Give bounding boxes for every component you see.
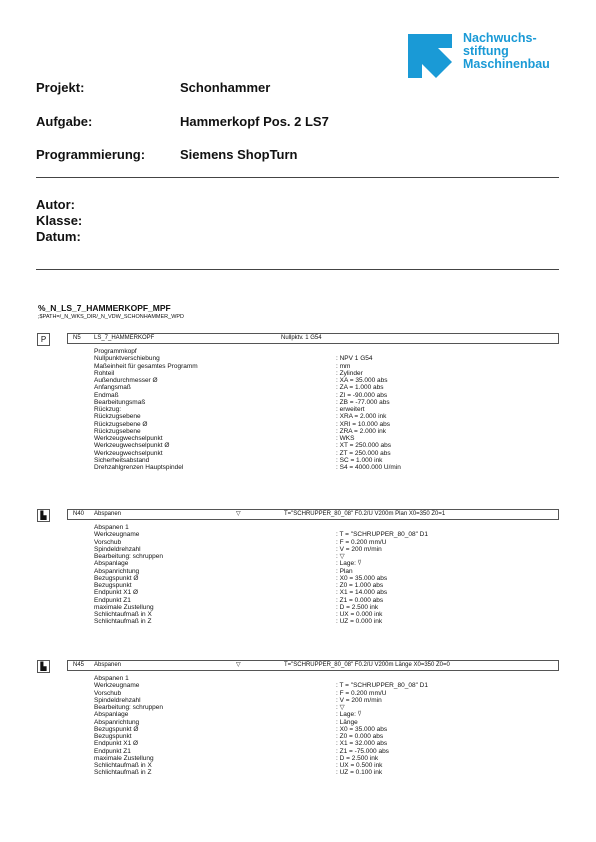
nachwuchsstiftung-logo bbox=[408, 32, 568, 78]
parameter-label: Rückzugsebene Ø bbox=[94, 420, 148, 428]
parameter-value: : Zylinder bbox=[336, 369, 363, 377]
parameter-label: Abspanrichtung bbox=[94, 567, 140, 575]
parameter-label: Schlichtaufmaß in Z bbox=[94, 618, 152, 626]
divider-bottom bbox=[36, 269, 559, 270]
parameter-label: Bezugspunkt Ø bbox=[94, 725, 139, 733]
logo-line-3: Maschinenbau bbox=[463, 57, 550, 71]
parameter-label: Bearbeitungsmaß bbox=[94, 398, 146, 406]
parameter-label: maximale Zustellung bbox=[94, 754, 154, 762]
parameter-value: : ZRA = 2.000 ink bbox=[336, 427, 387, 435]
parameter-value: : T = "SCHRUPPER_80_08" D1 bbox=[336, 531, 428, 539]
parameter-value: : ▽ bbox=[336, 704, 345, 711]
parameter-value: : erweitert bbox=[336, 406, 365, 413]
parameter-value: : V = 200 m/min bbox=[336, 545, 382, 553]
parameter-label: Endpunkt Z1 bbox=[94, 596, 131, 604]
turning-icon: ▙ bbox=[37, 509, 50, 522]
meta-block bbox=[36, 197, 82, 245]
parameter-label: Programmkopf bbox=[94, 348, 137, 355]
aufgabe-value: Hammerkopf Pos. 2 LS7 bbox=[180, 114, 329, 129]
parameter-label: Werkzeugname bbox=[94, 531, 140, 539]
parameter-label: Vorschub bbox=[94, 689, 122, 697]
parameter-value: : WKS bbox=[336, 435, 355, 442]
parameter-label: Bearbeitung: schruppen bbox=[94, 704, 164, 711]
parameter-label: Nullpunktverschiebung bbox=[94, 355, 160, 363]
parameter-label: Endpunkt X1 Ø bbox=[94, 589, 139, 597]
parameter-value: : V = 200 m/min bbox=[336, 696, 382, 704]
block-summary: T="SCHRUPPER_80_08" F0.2/U V200m Länge X0=350 Z0=0 bbox=[284, 662, 450, 668]
parameter-value: : XRA = 2.000 ink bbox=[336, 413, 387, 421]
parameter-value: : ZI = -90.000 abs bbox=[336, 391, 388, 399]
parameter-value: : ▽ bbox=[336, 553, 345, 560]
parameter-label: Vorschub bbox=[94, 538, 122, 546]
parameter-label: Sicherheitsabstand bbox=[94, 456, 150, 464]
logo-line-1: Nachwuchs- bbox=[463, 31, 537, 45]
projekt-value: Schonhammer bbox=[180, 80, 271, 95]
parameter-value: : Z1 = -75.000 abs bbox=[336, 747, 389, 755]
parameter-value: : Z1 = 0.000 abs bbox=[336, 596, 384, 604]
parameter-label: maximale Zustellung bbox=[94, 603, 154, 611]
parameter-label: Endpunkt Z1 bbox=[94, 747, 131, 755]
block-number: N45 bbox=[73, 662, 85, 668]
parameter-label: Endpunkt X1 Ø bbox=[94, 740, 139, 748]
autor-label: Autor: bbox=[36, 197, 75, 212]
parameter-value: : Z0 = 0.000 abs bbox=[336, 733, 384, 740]
datum-label: Datum: bbox=[36, 229, 81, 244]
parameter-label: Maßeinheit für gesamtes Programm bbox=[94, 362, 198, 370]
parameter-label: Abspanrichtung bbox=[94, 718, 140, 726]
block-summary: T="SCHRUPPER_80_08" F0.2/U V200m Plan X0=350 Z0=1 bbox=[284, 511, 446, 517]
parameter-value: : T = "SCHRUPPER_80_08" D1 bbox=[336, 682, 428, 690]
parameter-value: : UZ = 0.100 ink bbox=[336, 769, 383, 777]
arrow-logo-icon bbox=[408, 34, 452, 78]
parameter-value: : mm bbox=[336, 362, 351, 370]
block-header-n5[interactable] bbox=[37, 333, 559, 344]
parameter-label: Spindeldrehzahl bbox=[94, 696, 141, 704]
parameter-value: : ZA = 1.000 abs bbox=[336, 384, 384, 392]
block-number: N5 bbox=[73, 335, 81, 341]
program-path: ;$PATH=/_N_WKS_DIR/_N_VDW_SCHONHAMMER_WPD bbox=[38, 314, 185, 320]
parameter-label: Endmaß bbox=[94, 391, 119, 399]
aufgabe-label: Aufgabe: bbox=[36, 114, 93, 129]
parameter-value: : ZT = 250.000 abs bbox=[336, 449, 391, 457]
block-summary: Nullpktv. 1 G54 bbox=[281, 335, 322, 341]
parameter-label: Werkzeugname bbox=[94, 682, 140, 690]
parameter-value: : NPV 1 G54 bbox=[336, 355, 373, 363]
block-header-n40[interactable] bbox=[37, 509, 559, 520]
program-title: %_N_LS_7_HAMMERKOPF_MPF bbox=[38, 303, 171, 313]
logo-line-2: stiftung bbox=[463, 44, 509, 58]
parameter-label: Außendurchmesser Ø bbox=[94, 377, 158, 384]
parameter-label: Rückzugsebene bbox=[94, 413, 141, 421]
roughing-icon: ▽ bbox=[236, 511, 241, 517]
parameter-value: : X1 = 14.000 abs bbox=[336, 589, 388, 597]
parameter-label: Bearbeitung: schruppen bbox=[94, 553, 164, 560]
parameter-value: : Z0 = 1.000 abs bbox=[336, 582, 384, 589]
parameter-label: Abspanlage bbox=[94, 711, 129, 719]
parameter-value: : X0 = 35.000 abs bbox=[336, 574, 388, 582]
parameter-label: Bezugspunkt Ø bbox=[94, 574, 139, 582]
parameter-value: : UX = 0.000 ink bbox=[336, 611, 383, 618]
block-name: Abspanen bbox=[94, 662, 122, 668]
block-header-n45[interactable] bbox=[37, 660, 559, 671]
logo-text bbox=[463, 32, 550, 71]
klasse-label: Klasse: bbox=[36, 213, 83, 228]
programmierung-value: Siemens ShopTurn bbox=[180, 147, 298, 162]
roughing-icon: ▽ bbox=[236, 662, 241, 668]
parameter-label: Schlichtaufmaß in X bbox=[94, 762, 152, 769]
parameter-value: : X0 = 35.000 abs bbox=[336, 725, 388, 733]
block-name: LS_7_HAMMERKOPF bbox=[94, 335, 155, 341]
parameter-value: : UX = 0.500 ink bbox=[336, 762, 383, 769]
parameter-label: Schlichtaufmaß in Z bbox=[94, 769, 152, 777]
parameter-value: : ZB = -77.000 abs bbox=[336, 398, 390, 406]
parameter-value: : Lage: ⍢ bbox=[336, 711, 362, 719]
parameter-label: Abspanlage bbox=[94, 560, 129, 568]
parameter-label: Abspanen 1 bbox=[94, 675, 129, 682]
parameter-value: : Plan bbox=[336, 567, 353, 575]
parameter-value: : Länge bbox=[336, 718, 358, 726]
parameter-value: : D = 2.500 ink bbox=[336, 603, 379, 611]
parameter-label: Schlichtaufmaß in X bbox=[94, 611, 152, 618]
parameter-value: : S4 = 4000.000 U/min bbox=[336, 464, 401, 471]
parameter-value: : XA = 35.000 abs bbox=[336, 377, 388, 384]
parameter-value: : Lage: ⍢ bbox=[336, 560, 362, 568]
block-name: Abspanen bbox=[94, 511, 122, 517]
parameter-label: Anfangsmaß bbox=[94, 384, 131, 392]
parameter-label: Werkzeugwechselpunkt bbox=[94, 449, 163, 457]
parameter-value: : X1 = 32.000 abs bbox=[336, 740, 388, 748]
parameter-value: : XRI = 10.000 abs bbox=[336, 420, 391, 428]
parameter-label: Drehzahlgrenzen Hauptspindel bbox=[94, 464, 184, 471]
parameter-label: Rohteil bbox=[94, 369, 115, 377]
parameter-label: Rückzugsebene bbox=[94, 427, 141, 435]
program-head-icon: P bbox=[37, 333, 50, 346]
parameter-label: Werkzeugwechselpunkt Ø bbox=[94, 442, 170, 450]
parameter-value: : D = 2.500 ink bbox=[336, 754, 379, 762]
parameter-label: Werkzeugwechselpunkt bbox=[94, 435, 163, 442]
programmierung-label: Programmierung: bbox=[36, 147, 146, 162]
parameter-label: Rückzug: bbox=[94, 406, 122, 413]
projekt-label: Projekt: bbox=[36, 80, 85, 95]
parameter-label: Bezugspunkt bbox=[94, 733, 132, 740]
parameter-value: : F = 0.200 mm/U bbox=[336, 538, 387, 546]
block-number: N40 bbox=[73, 511, 85, 517]
parameter-value: : XT = 250.000 abs bbox=[336, 442, 391, 450]
parameter-label: Bezugspunkt bbox=[94, 582, 132, 589]
parameter-value: : UZ = 0.000 ink bbox=[336, 618, 383, 626]
parameter-value: : F = 0.200 mm/U bbox=[336, 689, 387, 697]
divider-top bbox=[36, 177, 559, 178]
parameter-value: : SC = 1.000 ink bbox=[336, 456, 383, 464]
parameter-label: Abspanen 1 bbox=[94, 524, 129, 531]
parameter-label: Spindeldrehzahl bbox=[94, 545, 141, 553]
turning-icon: ▙ bbox=[37, 660, 50, 673]
